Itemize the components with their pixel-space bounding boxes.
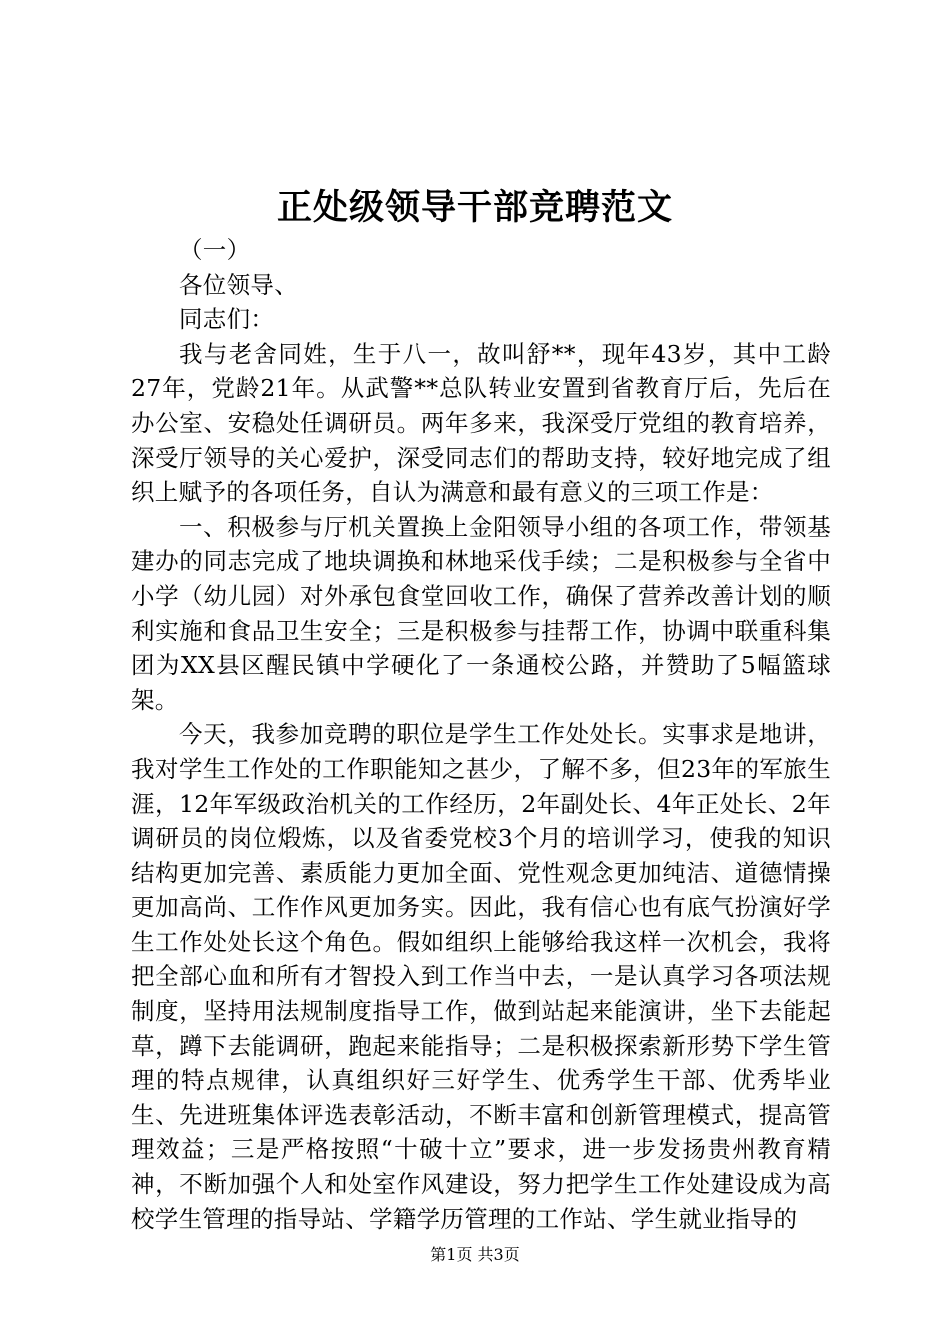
paragraph-position: 今天，我参加竞聘的职位是学生工作处处长。实事求是地讲，我对学生工作处的工作职能知之甚少，了解不多，但23年的军旅生涯，12年军级政治机关的工作经历，2年副处长、4年正处长、2年调研员的岗位煅炼，以及省委党校3个月的培训学习，使我的知识结构更加完善、素质能力更加全面、党性观念更加纯洁、道德情操更加高尚、工作作风更加务实。因此，我有信心也有底气扮演好学生工作处处长这个角色。假如组织上能够给我这样一次机会，我将把全部心血和所有才智投入到工作当中去，一是认真学习各项法规制度，坚持用法规制度指导工作，做到站起来能演讲，坐下去能起草，蹲下去能调研，跑起来能指导；二是积极探索新形势下学生管理的特点规律，认真组织好三好学生、优秀学生干部、优秀毕业生、先进班集体评选表彰活动，不断丰富和创新管理模式，提高管理效益；三是严格按照“十破十立”要求，进一步发扬贵州教育精神，不断加强个人和处室作风建设，努力把学生工作处建设成为高校学生管理的指导站、学籍学历管理的工作站、学生就业指导的 (131, 720, 831, 1233)
salutation-leaders: 各位领导、 (179, 270, 298, 299)
paragraph-introduction: 我与老舍同姓，生于八一，故叫舒**，现年43岁，其中工龄27年，党龄21年。从武警**总队转业安置到省教育厅后，先后在办公室、安稳处任调研员。两年多来，我深受厅党组的教育培养，深受厅领导的关心爱护，深受同志们的帮助支持，较好地完成了组织上赋予的各项任务，自认为满意和最有意义的三项工作是： (131, 339, 831, 507)
document-title: 正处级领导干部竞聘范文 (276, 187, 673, 228)
page-footer: 第1页 共3页 (430, 1245, 520, 1264)
paragraph-achievements: 一、积极参与厅机关置换上金阳领导小组的各项工作，带领基建办的同志完成了地块调换和林地采伐手续；二是积极参与全省中小学（幼儿园）对外承包食堂回收工作，确保了营养改善计划的顺利实施和食品卫生安全；三是积极参与挂帮工作，协调中联重科集团为XX县区醒民镇中学硬化了一条通校公路，并赞助了5幅篮球架。 (131, 512, 831, 714)
salutation-comrades: 同志们： (179, 305, 275, 334)
document-body (131, 233, 831, 1236)
section-number: （一） (179, 236, 251, 264)
